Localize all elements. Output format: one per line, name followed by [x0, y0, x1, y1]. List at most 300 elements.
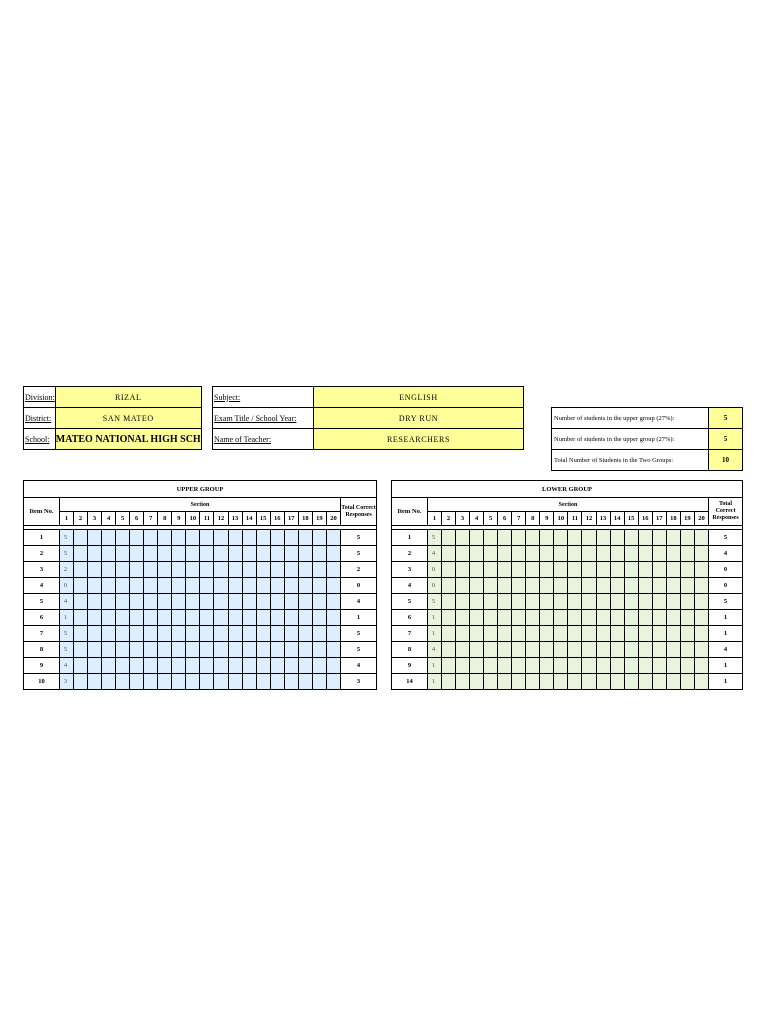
response-cell[interactable]: [228, 530, 242, 546]
response-cell[interactable]: [441, 546, 455, 562]
response-cell[interactable]: [130, 642, 144, 658]
response-cell[interactable]: [666, 610, 680, 626]
response-cell[interactable]: [200, 658, 214, 674]
response-cell[interactable]: [456, 626, 470, 642]
response-cell[interactable]: [73, 530, 87, 546]
response-cell[interactable]: [312, 626, 326, 642]
response-cell[interactable]: [228, 546, 242, 562]
response-cell[interactable]: [540, 562, 554, 578]
response-cell[interactable]: [624, 546, 638, 562]
response-cell[interactable]: [298, 594, 312, 610]
response-cell[interactable]: [666, 626, 680, 642]
response-cell[interactable]: [666, 674, 680, 690]
response-cell[interactable]: [484, 626, 498, 642]
response-cell[interactable]: [256, 642, 270, 658]
response-cell[interactable]: [638, 546, 652, 562]
response-cell[interactable]: [680, 530, 694, 546]
response-cell[interactable]: [470, 626, 484, 642]
response-cell[interactable]: [680, 578, 694, 594]
response-cell[interactable]: [666, 642, 680, 658]
response-cell[interactable]: [158, 594, 172, 610]
section-1-cell[interactable]: 1: [427, 610, 441, 626]
response-cell[interactable]: [312, 546, 326, 562]
response-cell[interactable]: [144, 610, 158, 626]
response-cell[interactable]: [88, 610, 102, 626]
response-cell[interactable]: [526, 642, 540, 658]
response-cell[interactable]: [484, 610, 498, 626]
response-cell[interactable]: [144, 658, 158, 674]
response-cell[interactable]: [130, 674, 144, 690]
response-cell[interactable]: [540, 658, 554, 674]
response-cell[interactable]: [326, 578, 340, 594]
response-cell[interactable]: [554, 658, 568, 674]
response-cell[interactable]: [326, 674, 340, 690]
response-cell[interactable]: [582, 658, 596, 674]
response-cell[interactable]: [470, 562, 484, 578]
response-cell[interactable]: [326, 626, 340, 642]
response-cell[interactable]: [228, 674, 242, 690]
response-cell[interactable]: [312, 562, 326, 578]
response-cell[interactable]: [200, 562, 214, 578]
section-1-cell[interactable]: 1: [59, 610, 73, 626]
response-cell[interactable]: [498, 594, 512, 610]
response-cell[interactable]: [512, 642, 526, 658]
response-cell[interactable]: [144, 594, 158, 610]
response-cell[interactable]: [116, 658, 130, 674]
response-cell[interactable]: [228, 610, 242, 626]
section-1-cell[interactable]: 5: [59, 642, 73, 658]
response-cell[interactable]: [284, 610, 298, 626]
response-cell[interactable]: [270, 626, 284, 642]
response-cell[interactable]: [441, 594, 455, 610]
response-cell[interactable]: [214, 674, 228, 690]
response-cell[interactable]: [568, 626, 582, 642]
response-cell[interactable]: [214, 626, 228, 642]
response-cell[interactable]: [554, 674, 568, 690]
response-cell[interactable]: [326, 658, 340, 674]
response-cell[interactable]: [470, 578, 484, 594]
section-1-cell[interactable]: 5: [59, 530, 73, 546]
response-cell[interactable]: [158, 626, 172, 642]
response-cell[interactable]: [200, 594, 214, 610]
response-cell[interactable]: [554, 626, 568, 642]
response-cell[interactable]: [200, 674, 214, 690]
response-cell[interactable]: [256, 546, 270, 562]
response-cell[interactable]: [652, 578, 666, 594]
response-cell[interactable]: [484, 674, 498, 690]
response-cell[interactable]: [242, 658, 256, 674]
response-cell[interactable]: [441, 658, 455, 674]
response-cell[interactable]: [270, 530, 284, 546]
response-cell[interactable]: [73, 674, 87, 690]
response-cell[interactable]: [186, 674, 200, 690]
response-cell[interactable]: [680, 642, 694, 658]
response-cell[interactable]: [326, 610, 340, 626]
response-cell[interactable]: [172, 578, 186, 594]
response-cell[interactable]: [130, 594, 144, 610]
response-cell[interactable]: [652, 642, 666, 658]
response-cell[interactable]: [200, 578, 214, 594]
response-cell[interactable]: [554, 578, 568, 594]
response-cell[interactable]: [242, 642, 256, 658]
response-cell[interactable]: [326, 546, 340, 562]
response-cell[interactable]: [228, 642, 242, 658]
response-cell[interactable]: [242, 610, 256, 626]
response-cell[interactable]: [214, 594, 228, 610]
response-cell[interactable]: [624, 674, 638, 690]
response-cell[interactable]: [158, 530, 172, 546]
response-cell[interactable]: [554, 594, 568, 610]
response-cell[interactable]: [200, 530, 214, 546]
response-cell[interactable]: [554, 642, 568, 658]
response-cell[interactable]: [228, 658, 242, 674]
response-cell[interactable]: [456, 610, 470, 626]
response-cell[interactable]: [526, 658, 540, 674]
response-cell[interactable]: [554, 546, 568, 562]
response-cell[interactable]: [610, 530, 624, 546]
response-cell[interactable]: [512, 658, 526, 674]
response-cell[interactable]: [200, 642, 214, 658]
response-cell[interactable]: [312, 610, 326, 626]
response-cell[interactable]: [116, 594, 130, 610]
response-cell[interactable]: [624, 658, 638, 674]
response-cell[interactable]: [284, 626, 298, 642]
response-cell[interactable]: [498, 674, 512, 690]
response-cell[interactable]: [456, 530, 470, 546]
response-cell[interactable]: [582, 546, 596, 562]
response-cell[interactable]: [312, 578, 326, 594]
response-cell[interactable]: [158, 610, 172, 626]
response-cell[interactable]: [158, 658, 172, 674]
response-cell[interactable]: [298, 562, 312, 578]
response-cell[interactable]: [568, 610, 582, 626]
response-cell[interactable]: [498, 626, 512, 642]
response-cell[interactable]: [456, 578, 470, 594]
response-cell[interactable]: [256, 626, 270, 642]
response-cell[interactable]: [116, 562, 130, 578]
response-cell[interactable]: [568, 642, 582, 658]
section-1-cell[interactable]: 4: [59, 658, 73, 674]
response-cell[interactable]: [144, 578, 158, 594]
response-cell[interactable]: [596, 610, 610, 626]
response-cell[interactable]: [242, 674, 256, 690]
response-cell[interactable]: [186, 610, 200, 626]
response-cell[interactable]: [116, 578, 130, 594]
section-1-cell[interactable]: 5: [59, 546, 73, 562]
response-cell[interactable]: [200, 546, 214, 562]
response-cell[interactable]: [88, 562, 102, 578]
response-cell[interactable]: [298, 578, 312, 594]
section-1-cell[interactable]: 4: [427, 642, 441, 658]
response-cell[interactable]: [88, 578, 102, 594]
response-cell[interactable]: [652, 546, 666, 562]
response-cell[interactable]: [554, 530, 568, 546]
response-cell[interactable]: [484, 546, 498, 562]
response-cell[interactable]: [284, 578, 298, 594]
response-cell[interactable]: [554, 610, 568, 626]
response-cell[interactable]: [186, 546, 200, 562]
response-cell[interactable]: [470, 546, 484, 562]
section-1-cell[interactable]: 5: [427, 594, 441, 610]
response-cell[interactable]: [116, 610, 130, 626]
response-cell[interactable]: [498, 562, 512, 578]
response-cell[interactable]: [130, 578, 144, 594]
response-cell[interactable]: [638, 610, 652, 626]
response-cell[interactable]: [540, 546, 554, 562]
response-cell[interactable]: [214, 578, 228, 594]
response-cell[interactable]: [298, 642, 312, 658]
response-cell[interactable]: [638, 658, 652, 674]
response-cell[interactable]: [186, 578, 200, 594]
response-cell[interactable]: [116, 530, 130, 546]
response-cell[interactable]: [298, 530, 312, 546]
response-cell[interactable]: [498, 546, 512, 562]
response-cell[interactable]: [582, 594, 596, 610]
response-cell[interactable]: [540, 642, 554, 658]
response-cell[interactable]: [512, 546, 526, 562]
response-cell[interactable]: [624, 562, 638, 578]
response-cell[interactable]: [526, 674, 540, 690]
response-cell[interactable]: [256, 674, 270, 690]
response-cell[interactable]: [116, 626, 130, 642]
response-cell[interactable]: [242, 562, 256, 578]
response-cell[interactable]: [102, 546, 116, 562]
response-cell[interactable]: [441, 578, 455, 594]
response-cell[interactable]: [88, 658, 102, 674]
response-cell[interactable]: [130, 610, 144, 626]
response-cell[interactable]: [498, 658, 512, 674]
response-cell[interactable]: [610, 626, 624, 642]
response-cell[interactable]: [512, 594, 526, 610]
response-cell[interactable]: [512, 674, 526, 690]
response-cell[interactable]: [73, 578, 87, 594]
response-cell[interactable]: [694, 626, 708, 642]
response-cell[interactable]: [596, 578, 610, 594]
response-cell[interactable]: [540, 530, 554, 546]
response-cell[interactable]: [596, 642, 610, 658]
response-cell[interactable]: [116, 674, 130, 690]
response-cell[interactable]: [441, 674, 455, 690]
response-cell[interactable]: [102, 594, 116, 610]
response-cell[interactable]: [116, 546, 130, 562]
response-cell[interactable]: [652, 674, 666, 690]
section-1-cell[interactable]: 5: [59, 626, 73, 642]
response-cell[interactable]: [284, 546, 298, 562]
response-cell[interactable]: [624, 578, 638, 594]
response-cell[interactable]: [610, 546, 624, 562]
response-cell[interactable]: [666, 562, 680, 578]
response-cell[interactable]: [484, 562, 498, 578]
response-cell[interactable]: [200, 626, 214, 642]
response-cell[interactable]: [73, 546, 87, 562]
response-cell[interactable]: [624, 610, 638, 626]
response-cell[interactable]: [582, 642, 596, 658]
response-cell[interactable]: [242, 594, 256, 610]
response-cell[interactable]: [610, 642, 624, 658]
response-cell[interactable]: [158, 562, 172, 578]
response-cell[interactable]: [484, 658, 498, 674]
response-cell[interactable]: [312, 658, 326, 674]
response-cell[interactable]: [130, 658, 144, 674]
response-cell[interactable]: [172, 674, 186, 690]
response-cell[interactable]: [526, 578, 540, 594]
response-cell[interactable]: [582, 562, 596, 578]
response-cell[interactable]: [186, 658, 200, 674]
section-1-cell[interactable]: 2: [59, 562, 73, 578]
response-cell[interactable]: [172, 610, 186, 626]
response-cell[interactable]: [214, 546, 228, 562]
response-cell[interactable]: [610, 562, 624, 578]
response-cell[interactable]: [652, 658, 666, 674]
response-cell[interactable]: [242, 578, 256, 594]
response-cell[interactable]: [456, 658, 470, 674]
response-cell[interactable]: [638, 530, 652, 546]
response-cell[interactable]: [694, 546, 708, 562]
section-1-cell[interactable]: 3: [59, 674, 73, 690]
response-cell[interactable]: [694, 658, 708, 674]
response-cell[interactable]: [326, 562, 340, 578]
response-cell[interactable]: [214, 530, 228, 546]
response-cell[interactable]: [270, 578, 284, 594]
response-cell[interactable]: [498, 530, 512, 546]
response-cell[interactable]: [666, 594, 680, 610]
section-1-cell[interactable]: 5: [427, 530, 441, 546]
response-cell[interactable]: [610, 658, 624, 674]
response-cell[interactable]: [596, 546, 610, 562]
response-cell[interactable]: [158, 578, 172, 594]
response-cell[interactable]: [512, 578, 526, 594]
response-cell[interactable]: [256, 562, 270, 578]
response-cell[interactable]: [652, 594, 666, 610]
response-cell[interactable]: [694, 674, 708, 690]
response-cell[interactable]: [242, 546, 256, 562]
response-cell[interactable]: [228, 562, 242, 578]
response-cell[interactable]: [172, 594, 186, 610]
response-cell[interactable]: [214, 610, 228, 626]
section-1-cell[interactable]: 0: [427, 562, 441, 578]
response-cell[interactable]: [298, 626, 312, 642]
response-cell[interactable]: [582, 674, 596, 690]
response-cell[interactable]: [470, 610, 484, 626]
response-cell[interactable]: [298, 658, 312, 674]
response-cell[interactable]: [144, 642, 158, 658]
response-cell[interactable]: [270, 642, 284, 658]
response-cell[interactable]: [116, 642, 130, 658]
response-cell[interactable]: [312, 530, 326, 546]
response-cell[interactable]: [470, 530, 484, 546]
response-cell[interactable]: [284, 642, 298, 658]
response-cell[interactable]: [200, 610, 214, 626]
response-cell[interactable]: [312, 594, 326, 610]
response-cell[interactable]: [638, 642, 652, 658]
response-cell[interactable]: [73, 626, 87, 642]
response-cell[interactable]: [214, 642, 228, 658]
response-cell[interactable]: [270, 658, 284, 674]
response-cell[interactable]: [441, 610, 455, 626]
response-cell[interactable]: [441, 562, 455, 578]
response-cell[interactable]: [441, 642, 455, 658]
response-cell[interactable]: [130, 562, 144, 578]
response-cell[interactable]: [214, 658, 228, 674]
response-cell[interactable]: [88, 674, 102, 690]
response-cell[interactable]: [256, 530, 270, 546]
response-cell[interactable]: [596, 626, 610, 642]
response-cell[interactable]: [144, 562, 158, 578]
response-cell[interactable]: [568, 578, 582, 594]
response-cell[interactable]: [652, 530, 666, 546]
response-cell[interactable]: [652, 610, 666, 626]
response-cell[interactable]: [284, 594, 298, 610]
response-cell[interactable]: [298, 674, 312, 690]
response-cell[interactable]: [186, 530, 200, 546]
response-cell[interactable]: [526, 594, 540, 610]
response-cell[interactable]: [540, 610, 554, 626]
response-cell[interactable]: [73, 642, 87, 658]
response-cell[interactable]: [484, 530, 498, 546]
response-cell[interactable]: [144, 530, 158, 546]
response-cell[interactable]: [284, 530, 298, 546]
response-cell[interactable]: [73, 610, 87, 626]
response-cell[interactable]: [284, 658, 298, 674]
response-cell[interactable]: [102, 674, 116, 690]
response-cell[interactable]: [88, 594, 102, 610]
response-cell[interactable]: [88, 642, 102, 658]
response-cell[interactable]: [540, 674, 554, 690]
response-cell[interactable]: [284, 562, 298, 578]
response-cell[interactable]: [554, 562, 568, 578]
response-cell[interactable]: [228, 626, 242, 642]
response-cell[interactable]: [526, 562, 540, 578]
response-cell[interactable]: [102, 626, 116, 642]
response-cell[interactable]: [582, 578, 596, 594]
response-cell[interactable]: [73, 658, 87, 674]
section-1-cell[interactable]: 0: [59, 578, 73, 594]
response-cell[interactable]: [312, 642, 326, 658]
response-cell[interactable]: [326, 642, 340, 658]
response-cell[interactable]: [214, 562, 228, 578]
response-cell[interactable]: [298, 546, 312, 562]
response-cell[interactable]: [484, 578, 498, 594]
response-cell[interactable]: [256, 610, 270, 626]
response-cell[interactable]: [680, 594, 694, 610]
response-cell[interactable]: [638, 674, 652, 690]
response-cell[interactable]: [582, 610, 596, 626]
response-cell[interactable]: [680, 626, 694, 642]
response-cell[interactable]: [680, 610, 694, 626]
response-cell[interactable]: [582, 530, 596, 546]
response-cell[interactable]: [441, 626, 455, 642]
response-cell[interactable]: [638, 562, 652, 578]
response-cell[interactable]: [694, 642, 708, 658]
response-cell[interactable]: [456, 594, 470, 610]
response-cell[interactable]: [666, 578, 680, 594]
response-cell[interactable]: [568, 546, 582, 562]
response-cell[interactable]: [270, 610, 284, 626]
response-cell[interactable]: [73, 562, 87, 578]
response-cell[interactable]: [102, 530, 116, 546]
response-cell[interactable]: [624, 642, 638, 658]
response-cell[interactable]: [298, 610, 312, 626]
response-cell[interactable]: [88, 626, 102, 642]
response-cell[interactable]: [596, 658, 610, 674]
section-1-cell[interactable]: 4: [427, 546, 441, 562]
response-cell[interactable]: [512, 562, 526, 578]
response-cell[interactable]: [228, 578, 242, 594]
response-cell[interactable]: [256, 658, 270, 674]
response-cell[interactable]: [680, 658, 694, 674]
response-cell[interactable]: [270, 546, 284, 562]
response-cell[interactable]: [694, 610, 708, 626]
